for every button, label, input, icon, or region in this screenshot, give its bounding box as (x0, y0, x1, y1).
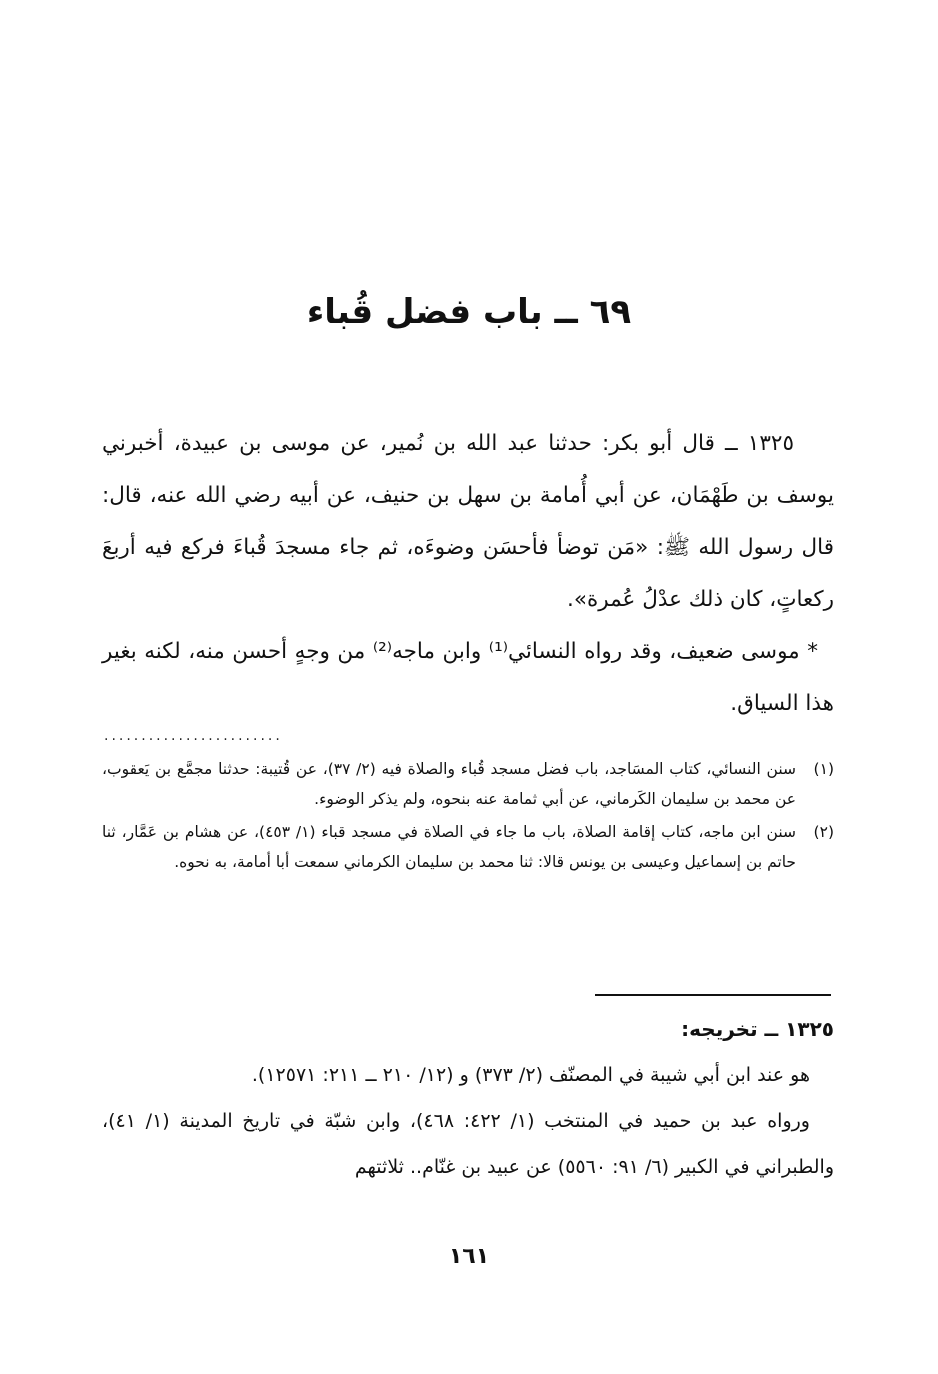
footnote-2 (102, 817, 834, 877)
footnote-text: سنن ابن ماجه، كتاب إقامة الصلاة، باب ما جاء في الصلاة في مسجد قباء (١/ ٤٥٣)، عن هشام بن عَمَّار، ثنا حاتم بن إسماعيل وعيسى بن يونس قالا: ثنا محمد بن سليمان الكرماني سمعت أبا أمامة، به نحوه. (102, 823, 796, 871)
footnote-1 (102, 754, 834, 814)
hadith-comment: * موسى ضعيف، وقد رواه النسائي⁽¹⁾ وابن ماجه⁽²⁾ من وجهٍ أحسن منه، لكنه بغير هذا السياق. (102, 639, 834, 716)
footnote-number: (١) (813, 760, 834, 778)
footnote-separator: ........................ (104, 728, 283, 744)
hadith-text: ١٣٢٥ ــ قال أبو بكر: حدثنا عبد الله بن نُمير، عن موسى بن عبيدة، أخبرني يوسف بن طَهْمَان، عن أبي أُمامة بن سهل بن حنيف، عن أبيه رضي الله عنه، قال: قال رسول الله ﷺ: «مَن توضأ فأحسَن وضوءَه، ثم جاء مسجدَ قُباءَ فركع فيه أربعَ ركعاتٍ، كان ذلك عدْلُ عُمرة». (102, 431, 834, 612)
footnotes (102, 754, 834, 880)
takhrij-heading: ١٣٢٥ ــ تخريجه: (681, 1017, 834, 1041)
hadith-body (102, 418, 834, 730)
takhrij-paragraph-2: ورواه عبد بن حميد في المنتخب (١/ ٤٢٢: ٤٦٨)، وابن شبّة في تاريخ المدينة (١/ ٤١)، والطبراني في الكبير (٦/ ٩١: ٥٥٦٠) عن عبيد بن غنّام.. ثلاثتهم (102, 1110, 834, 1178)
footnote-number: (٢) (813, 823, 834, 841)
chapter-title: ٦٩ ــ باب فضل قُباء (306, 292, 632, 332)
takhrij-section (102, 1006, 834, 1190)
takhrij-paragraph-1: هو عند ابن أبي شيبة في المصنّف (٢/ ٣٧٣) و (١٢/ ٢١٠ ــ ٢١١: ١٢٥٧١). (251, 1064, 810, 1086)
section-divider (595, 994, 831, 996)
footnote-text: سنن النسائي، كتاب المسَاجد، باب فضل مسجد قُباء والصلاة فيه (٢/ ٣٧)، عن قُتيبة: حدثنا مجمَّع بن يَعقوب، عن محمد بن سليمان الكَرماني، عن أبي ثمامة عنه بنحوه، ولم يذكر الوضوء. (102, 760, 797, 808)
page-number: ١٦١ (448, 1244, 490, 1269)
